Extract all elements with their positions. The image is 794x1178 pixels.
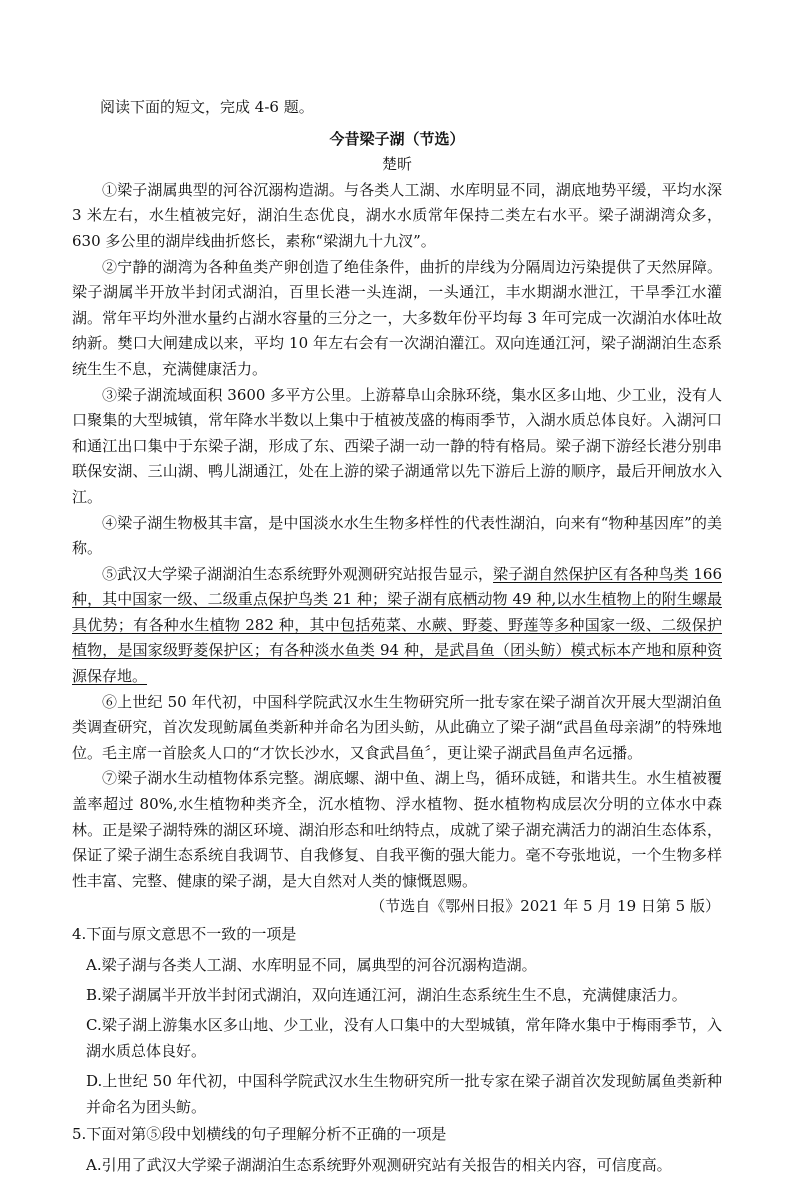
article-source: （节选自《鄂州日报》2021 年 5 月 19 日第 5 版） [370, 897, 720, 916]
paragraph-7: ⑦梁子湖水生动植物体系完整。湖底螺、湖中鱼、湖上鸟，循环成链，和谐共生。水生植被覆盖率超过 80%,水生植物种类齐全，沉水植物、浮水植物、挺水植物构成层次分明的立体水中森林。正是梁子湖特殊的湖区环境、湖泊形态和吐纳特点，成就了梁子湖充满活力的湖泊生态体系，保证了梁子湖生态系统自我调节、自我修复、自我平衡的强大能力。毫不夸张地说，一个生物多样性丰富、完整、健康的梁子湖，是大自然对人类的慷慨恩赐。 [72, 769, 722, 890]
article-title: 今昔梁子湖（节选） [329, 129, 465, 148]
question-4-stem: 4.下面与原文意思不一致的一项是 [72, 925, 297, 943]
paragraph-2: ②宁静的湖湾为各种鱼类产卵创造了绝佳条件，曲折的岸线为分隔周边污染提供了天然屏障。梁子湖属半开放半封闭式湖泊，百里长港一头连湖，一头通江，丰水期湖水泄江，干旱季江水灌湖。常年平均外泄水量约占湖水容量的三分之一，大多数年份平均每 3 年可完成一次湖泊水体吐故纳新。樊口大闸建成以来，平均 10 年左右会有一次湖泊灌江。双向连通江河，梁子湖湖泊生态系统生生不息，充满健康活力。 [72, 257, 722, 378]
question-5-stem: 5.下面对第⑤段中划横线的句子理解分析不正确的一项是 [72, 1125, 447, 1144]
paragraph-6: ⑥上世纪 50 年代初，中国科学院武汉水生生物研究所一批专家在梁子湖首次开展大型湖泊鱼类调查研究，首次发现鲂属鱼类新种并命名为团头鲂，从此确立了梁子湖“武昌鱼母亲湖”的特殊地位。毛主席一首脍炙人口的“才饮长沙水，又食武昌鱼〞，更让梁子湖武昌鱼声名远播。 [72, 692, 722, 762]
question-4-option-b: B.梁子湖属半开放半封闭式湖泊，双向连通江河，湖泊生态系统生生不息，充满健康活力。 [86, 986, 687, 1004]
reading-instruction: 阅读下面的短文，完成 4-6 题。 [100, 98, 314, 116]
article-author: 楚昕 [381, 155, 412, 174]
paragraph-4: ④梁子湖生物极其丰富，是中国淡水水生生物多样性的代表性湖泊，向来有“物种基因库”的美称。 [72, 513, 722, 558]
question-4-option-d: D.上世纪 50 年代初，中国科学院武汉水生生物研究所一批专家在梁子湖首次发现鲂属鱼类新种并命名为团头鲂。 [86, 1072, 722, 1116]
question-5-option-a: A.引用了武汉大学梁子湖湖泊生态系统野外观测研究站有关报告的相关内容，可信度高。 [86, 1155, 672, 1174]
paragraph-3: ③梁子湖流域面积 3600 多平方公里。上游幕阜山余脉环绕，集水区多山地、少工业，没有人口聚集的大型城镇，常年降水半数以上集中于植被茂盛的梅雨季节，入湖水质总体良好。入湖河口和通江出口集中于东梁子湖，形成了东、西梁子湖一动一静的特有格局。梁子湖下游经长港分别串联保安湖、三山湖、鸭儿湖通江，处在上游的梁子湖通常以先下游后上游的顺序，最后开闸放水入江。 [72, 385, 722, 506]
paragraph-5-lead: ⑤武汉大学梁子湖湖泊生态系统野外观测研究站报告显示， [102, 564, 494, 583]
paragraph-5 [72, 562, 722, 690]
paragraph-1: ①梁子湖属典型的河谷沉溺构造湖。与各类人工湖、水库明显不同，湖底地势平缓，平均水深 3 米左右，水生植被完好，湖泊生态优良，湖水水质常年保持二类左右水平。梁子湖湖湾众多，630 多公里的湖岸线曲折悠长，素称“梁湖九十九汊”。 [72, 180, 722, 250]
question-4-option-c: C.梁子湖上游集水区多山地、少工业，没有人口集中的大型城镇，常年降水集中于梅雨季节，入湖水质总体良好。 [86, 1016, 722, 1060]
question-4-option-a: A.梁子湖与各类人工湖、水库明显不同，属典型的河谷沉溺构造湖。 [86, 955, 537, 974]
exam-page [72, 95, 722, 1178]
paragraph-5-underlined-sentence: 梁子湖自然保护区有各种鸟类 166 种，其中国家一级、二级重点保护鸟类 21 种；梁子湖有底栖动物 49 种,以水生植物上的附生螺最具优势；有各种水生植物 282 种，其中包括苑菜、水蕨、野菱、野莲等多种国家一级、二级保护植物，是国家级野菱保护区；有各种淡水鱼类 94 种，是武昌鱼（团头鲂）模式标本产地和原种资源保存地。 [72, 564, 722, 686]
